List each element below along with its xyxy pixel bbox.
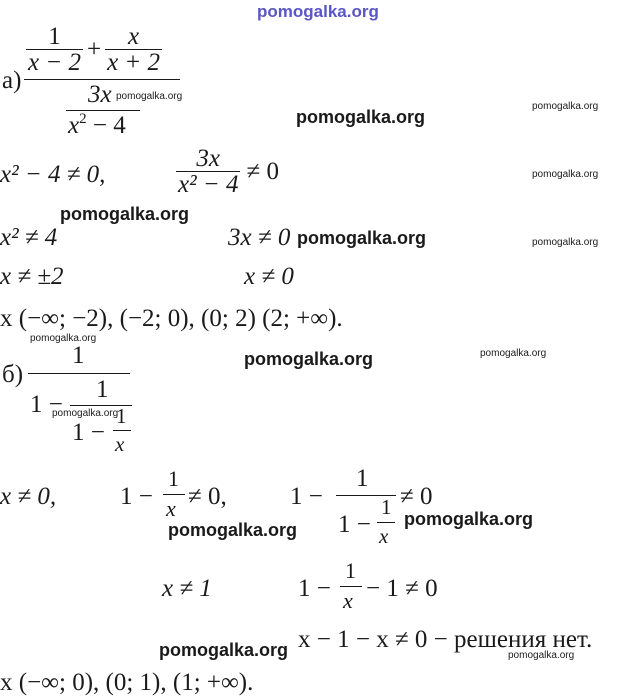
part-a-answer: x (−∞; −2), (−2; 0), (0; 2) (2; +∞). xyxy=(0,305,343,332)
part-b-row2-num: 1 xyxy=(345,558,356,583)
den-rest: − 4 xyxy=(86,112,126,139)
part-b-inner-den-prefix: 1 − xyxy=(72,419,105,446)
fraction-denominator: x − 2 xyxy=(28,49,81,76)
part-b-inner-inner-bar xyxy=(113,430,131,431)
watermark-small: pomogalka.org xyxy=(480,348,547,359)
fraction-denominator: x + 2 xyxy=(107,49,161,76)
fraction-3x-over-x2-minus-4 xyxy=(176,146,240,197)
part-b-cond-1: x ≠ 0, xyxy=(0,483,57,510)
fraction-denominator: x² − 4 xyxy=(178,171,239,198)
watermark-small: pomogalka.org xyxy=(532,101,599,112)
watermark-big: pomogalka.org xyxy=(159,640,289,660)
part-b-cond-2-prefix: 1 − xyxy=(120,483,153,510)
part-b-cond-3-den-bar xyxy=(377,522,395,523)
part-b-row2-prefix: 1 − xyxy=(298,575,331,602)
part-b-cond-3-prefix: 1 − xyxy=(290,483,323,510)
part-b-den-prefix: 1 − xyxy=(30,391,63,418)
watermark-big: pomogalka.org xyxy=(297,228,427,248)
inner-fraction-bar xyxy=(66,110,140,111)
part-b-row2-suffix: − 1 ≠ 0 xyxy=(366,575,438,602)
part-b-numerator: 1 xyxy=(72,342,85,369)
part-a-condition-2 xyxy=(176,146,279,197)
fraction-numerator: 1 xyxy=(48,23,61,50)
watermark-small: pomogalka.org xyxy=(532,237,599,248)
watermark-big: pomogalka.org xyxy=(244,349,374,369)
part-b-label: б) xyxy=(2,361,24,388)
part-a-bottom-numerator: 3x xyxy=(88,81,112,108)
part-b-cond-2-den: x xyxy=(166,496,176,521)
part-a-row3-right: x ≠ 0 xyxy=(244,263,294,290)
part-a-row3-left: x ≠ ±2 xyxy=(0,263,64,290)
part-b-inner-inner-num: 1 xyxy=(116,404,127,428)
part-b-cond-2-bar xyxy=(163,494,185,495)
part-a-label: а) xyxy=(2,67,22,94)
watermark-big: pomogalka.org xyxy=(296,107,426,127)
site-watermark-top[interactable]: pomogalka.org xyxy=(257,2,379,21)
watermark-small: pomogalka.org xyxy=(508,650,575,661)
part-b-row2-left: x ≠ 1 xyxy=(162,575,212,602)
part-b-answer: x (−∞; 0), (0; 1), (1; +∞). xyxy=(0,669,254,696)
main-fraction-bar xyxy=(24,79,180,80)
part-a-row2-right: 3x ≠ 0 xyxy=(228,224,291,251)
watermark-small: pomogalka.org xyxy=(532,169,599,180)
part-b-cond-3-den-prefix: 1 − xyxy=(338,511,371,538)
part-a-row2-left: x² ≠ 4 xyxy=(0,224,58,251)
part-a-top-numerator xyxy=(26,24,162,75)
fraction-x-over-x-plus-2 xyxy=(105,24,162,75)
part-a-bottom-denominator xyxy=(68,113,126,138)
plus-sign: + xyxy=(86,36,102,63)
watermark-small: pomogalka.org xyxy=(30,333,97,344)
part-b-cond-2-suffix: ≠ 0, xyxy=(188,483,227,510)
fraction-1-over-x-minus-2 xyxy=(26,24,83,75)
not-equal-zero: ≠ 0 xyxy=(246,158,279,185)
part-b-row2-den: x xyxy=(343,588,353,613)
part-a-condition-1: x² − 4 ≠ 0, xyxy=(0,161,106,188)
part-b-cond-3-den-num: 1 xyxy=(381,495,392,519)
fraction-numerator: x xyxy=(128,23,140,50)
part-b-row3: x − 1 − x ≠ 0 − решения нет. xyxy=(298,626,593,653)
part-b-inner-inner-den: x xyxy=(115,432,125,456)
part-b-cond-2-num: 1 xyxy=(168,466,179,491)
den-base: x xyxy=(68,112,80,139)
part-b-cond-3-num: 1 xyxy=(356,465,369,492)
part-b-cond-3-den-den: x xyxy=(379,524,389,548)
watermark-small: pomogalka.org xyxy=(116,91,183,102)
watermark-big: pomogalka.org xyxy=(168,520,298,540)
part-b-inner-numerator: 1 xyxy=(96,376,109,403)
part-b-main-bar xyxy=(28,373,130,374)
fraction-numerator: 3x xyxy=(196,145,221,172)
watermark-big: pomogalka.org xyxy=(60,204,190,224)
part-b-cond-3-suffix: ≠ 0 xyxy=(400,483,433,510)
den-exponent: 2 xyxy=(79,111,87,127)
watermark-small: pomogalka.org xyxy=(52,408,119,419)
part-b-row2-bar xyxy=(340,586,362,587)
watermark-big: pomogalka.org xyxy=(404,509,534,529)
